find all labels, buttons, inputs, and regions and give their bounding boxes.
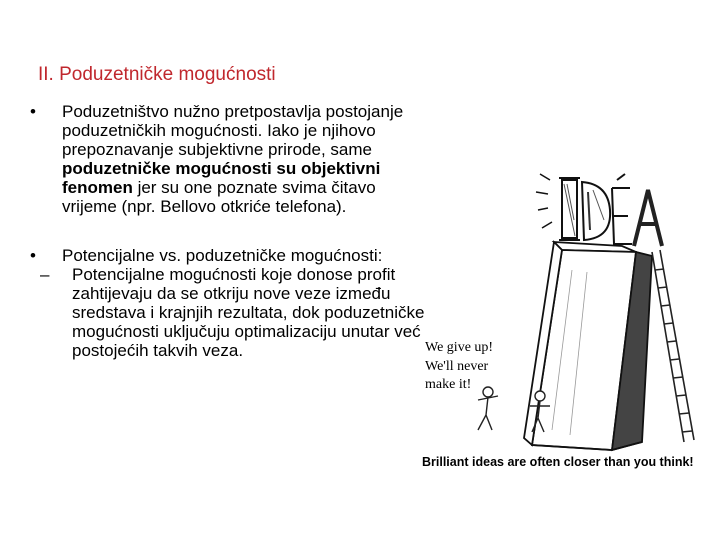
sub-bullet-text: Potencijalne mogućnosti koje donose profit zahtijevaju da se otkriju nove veze između sredstava i krajnjih rezultata, dok poduzetničke mogućnosti uključuju optimalizaciju unutar već postojećih takvih veza. (72, 265, 425, 360)
bullet-item-1 (30, 102, 430, 216)
speech-line-1: We give up! (425, 340, 494, 355)
bullet-marker: • (30, 102, 36, 121)
idea-word-sketch (536, 174, 662, 246)
bullet-1-text-b: jer su one poznate svima čitavo vrijeme (npr. Bellovo otkriće telefona). (62, 178, 376, 216)
bullet-1-text-a: Poduzetništvo nužno pretpostavlja postojanje poduzetničkih mogućnosti. Iako je njihovo prepoznavanje subjektivne prirode, same (62, 102, 404, 159)
illustration-caption: Brilliant ideas are often closer than you think! (422, 455, 694, 469)
idea-pillar-illustration (412, 160, 712, 480)
ladder-sketch (652, 250, 694, 442)
speech-line-2: We'll never (425, 359, 489, 374)
bullet-2-text: Potencijalne vs. poduzetničke mogućnosti: (62, 246, 383, 265)
bullet-item-2 (30, 246, 430, 265)
sub-bullet-marker: – (40, 265, 50, 284)
speech-line-3: make it! (425, 377, 472, 392)
bullet-marker: • (30, 246, 36, 265)
sub-bullet-item (40, 265, 430, 360)
bullet-1-text-bold: poduzetničke mogućnosti su objektivni fenomen (62, 159, 381, 197)
pillar-sketch (524, 242, 652, 450)
bullet-list (30, 102, 430, 360)
slide-title: II. Poduzetničke mogućnosti (38, 64, 276, 85)
